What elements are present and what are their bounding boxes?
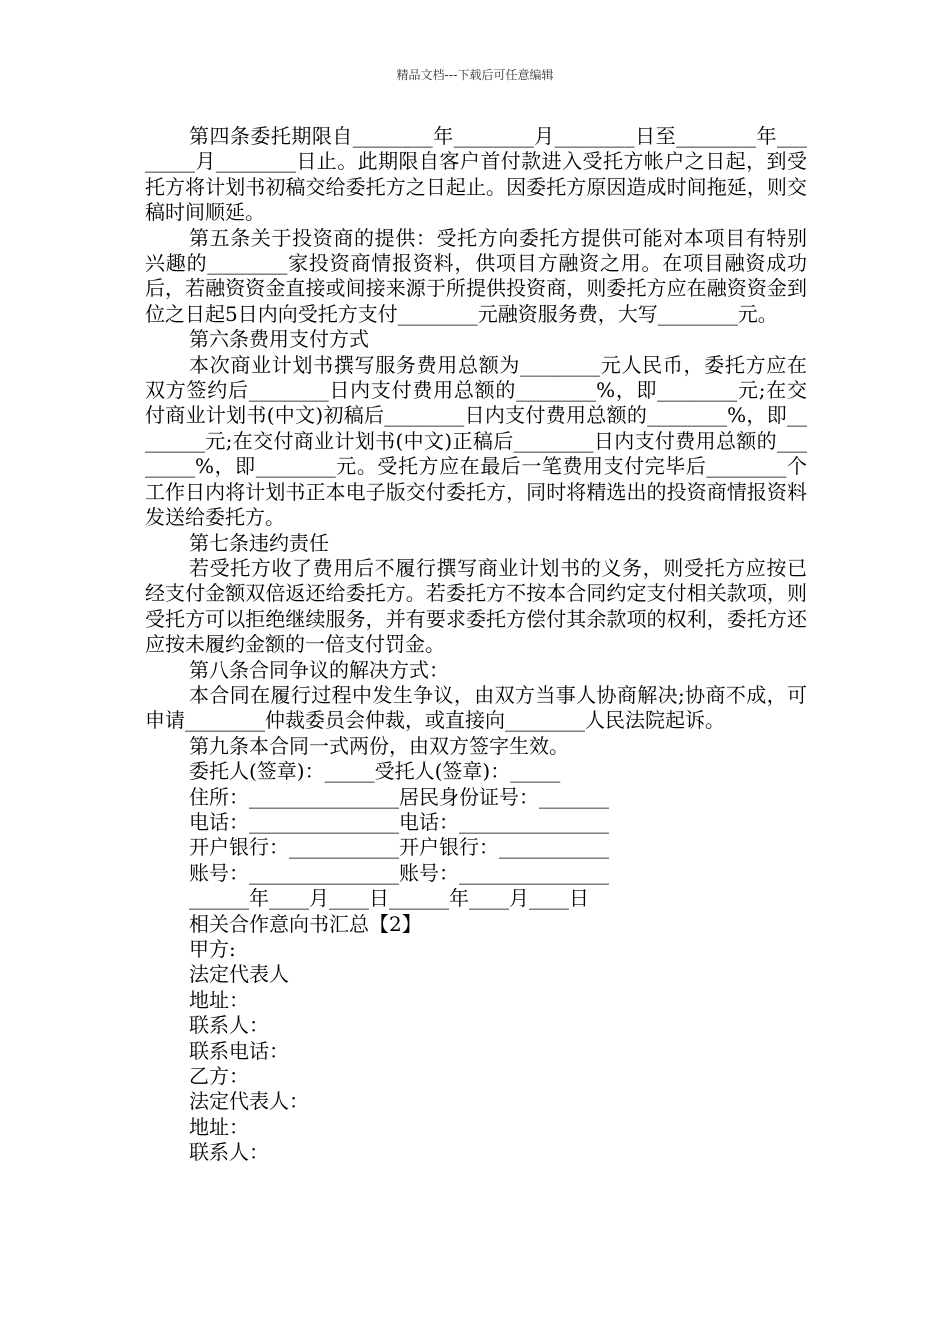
article-7-paragraph: 若受托方收了费用后不履行撰写商业计划书的义务，则受托方应按已经支付金额双倍返还给委托方。若委托方不按本合同约定支付相关款项，则受托方可以拒绝继续服务，并有要求委托方偿付其余款项的权利，委托方还应按未履约金额的一倍支付罚金。 xyxy=(145,555,807,657)
page-header: 精品文档---下载后可任意编辑 xyxy=(396,68,554,82)
article-5-paragraph: 第五条关于投资商的提供：受托方向委托方提供可能对本项目有特别兴趣的________家投资商情报资料，供项目方融资之用。在项目融资成功后，若融资资金直接或间接来源于所提供投资商，则委托方应在融资资金到位之日起5日内向受托方支付________元融资服务费，大写________元。 xyxy=(145,225,807,326)
article-6-paragraph: 本次商业计划书撰写服务费用总额为________元人民币，委托方应在双方签约后________日内支付费用总额的________%，即________元;在交付商业计划书(中文)初稿后________日内支付费用总额的________%，即________元;在交付商业计划书(中文)正稿后________日内支付费用总额的________%，即________元。受托方应在最后一笔费用支付完毕后________个工作日内将计划书正本电子版交付委托方，同时将精选出的投资商情报资料发送给委托方。 xyxy=(145,352,807,530)
article-8-heading: 第八条合同争议的解决方式： xyxy=(189,657,449,682)
article-8-paragraph: 本合同在履行过程中发生争议，由双方当事人协商解决;协商不成，可申请________仲裁委员会仲裁，或直接向________人民法院起诉。 xyxy=(145,682,807,733)
article-4-paragraph: 第四条委托期限自________年________月________日至________年________月________日止。此期限自客户首付款进入受托方帐户之日起，到受托方将计划书初稿交给委托方之日起止。因委托方原因造成时间拖延，则交稿时间顺延。 xyxy=(145,124,807,225)
date-line: ______年____月____日______年____月____日 xyxy=(189,886,589,911)
party-a-contact: 联系人： xyxy=(189,1013,269,1038)
party-b-address: 地址： xyxy=(189,1114,249,1139)
section-title: 相关合作意向书汇总【2】 xyxy=(189,911,422,936)
account-line: 账号：_______________账号：_______________ xyxy=(189,860,609,885)
article-6-heading: 第六条费用支付方式 xyxy=(189,327,369,352)
signature-line: 委托人(签章)：_____受托人(签章)：_____ xyxy=(189,759,561,784)
party-a-address: 地址： xyxy=(189,987,249,1012)
party-a-label: 甲方: xyxy=(189,937,236,961)
document-body xyxy=(145,124,807,1166)
party-b-representative: 法定代表人： xyxy=(189,1089,309,1114)
party-b-label: 乙方： xyxy=(189,1064,249,1089)
party-a-representative: 法定代表人 xyxy=(189,962,289,987)
phone-line: 电话：_______________电话：_______________ xyxy=(189,809,609,834)
party-b-contact: 联系人： xyxy=(189,1140,269,1165)
party-a-phone: 联系电话： xyxy=(189,1038,289,1063)
article-7-heading: 第七条违约责任 xyxy=(189,530,329,555)
article-9-paragraph: 第九条本合同一式两份，由双方签字生效。 xyxy=(189,733,569,758)
bank-line: 开户银行：___________开户银行：___________ xyxy=(189,835,609,860)
address-line: 住所：_______________居民身份证号：_______ xyxy=(189,784,609,809)
